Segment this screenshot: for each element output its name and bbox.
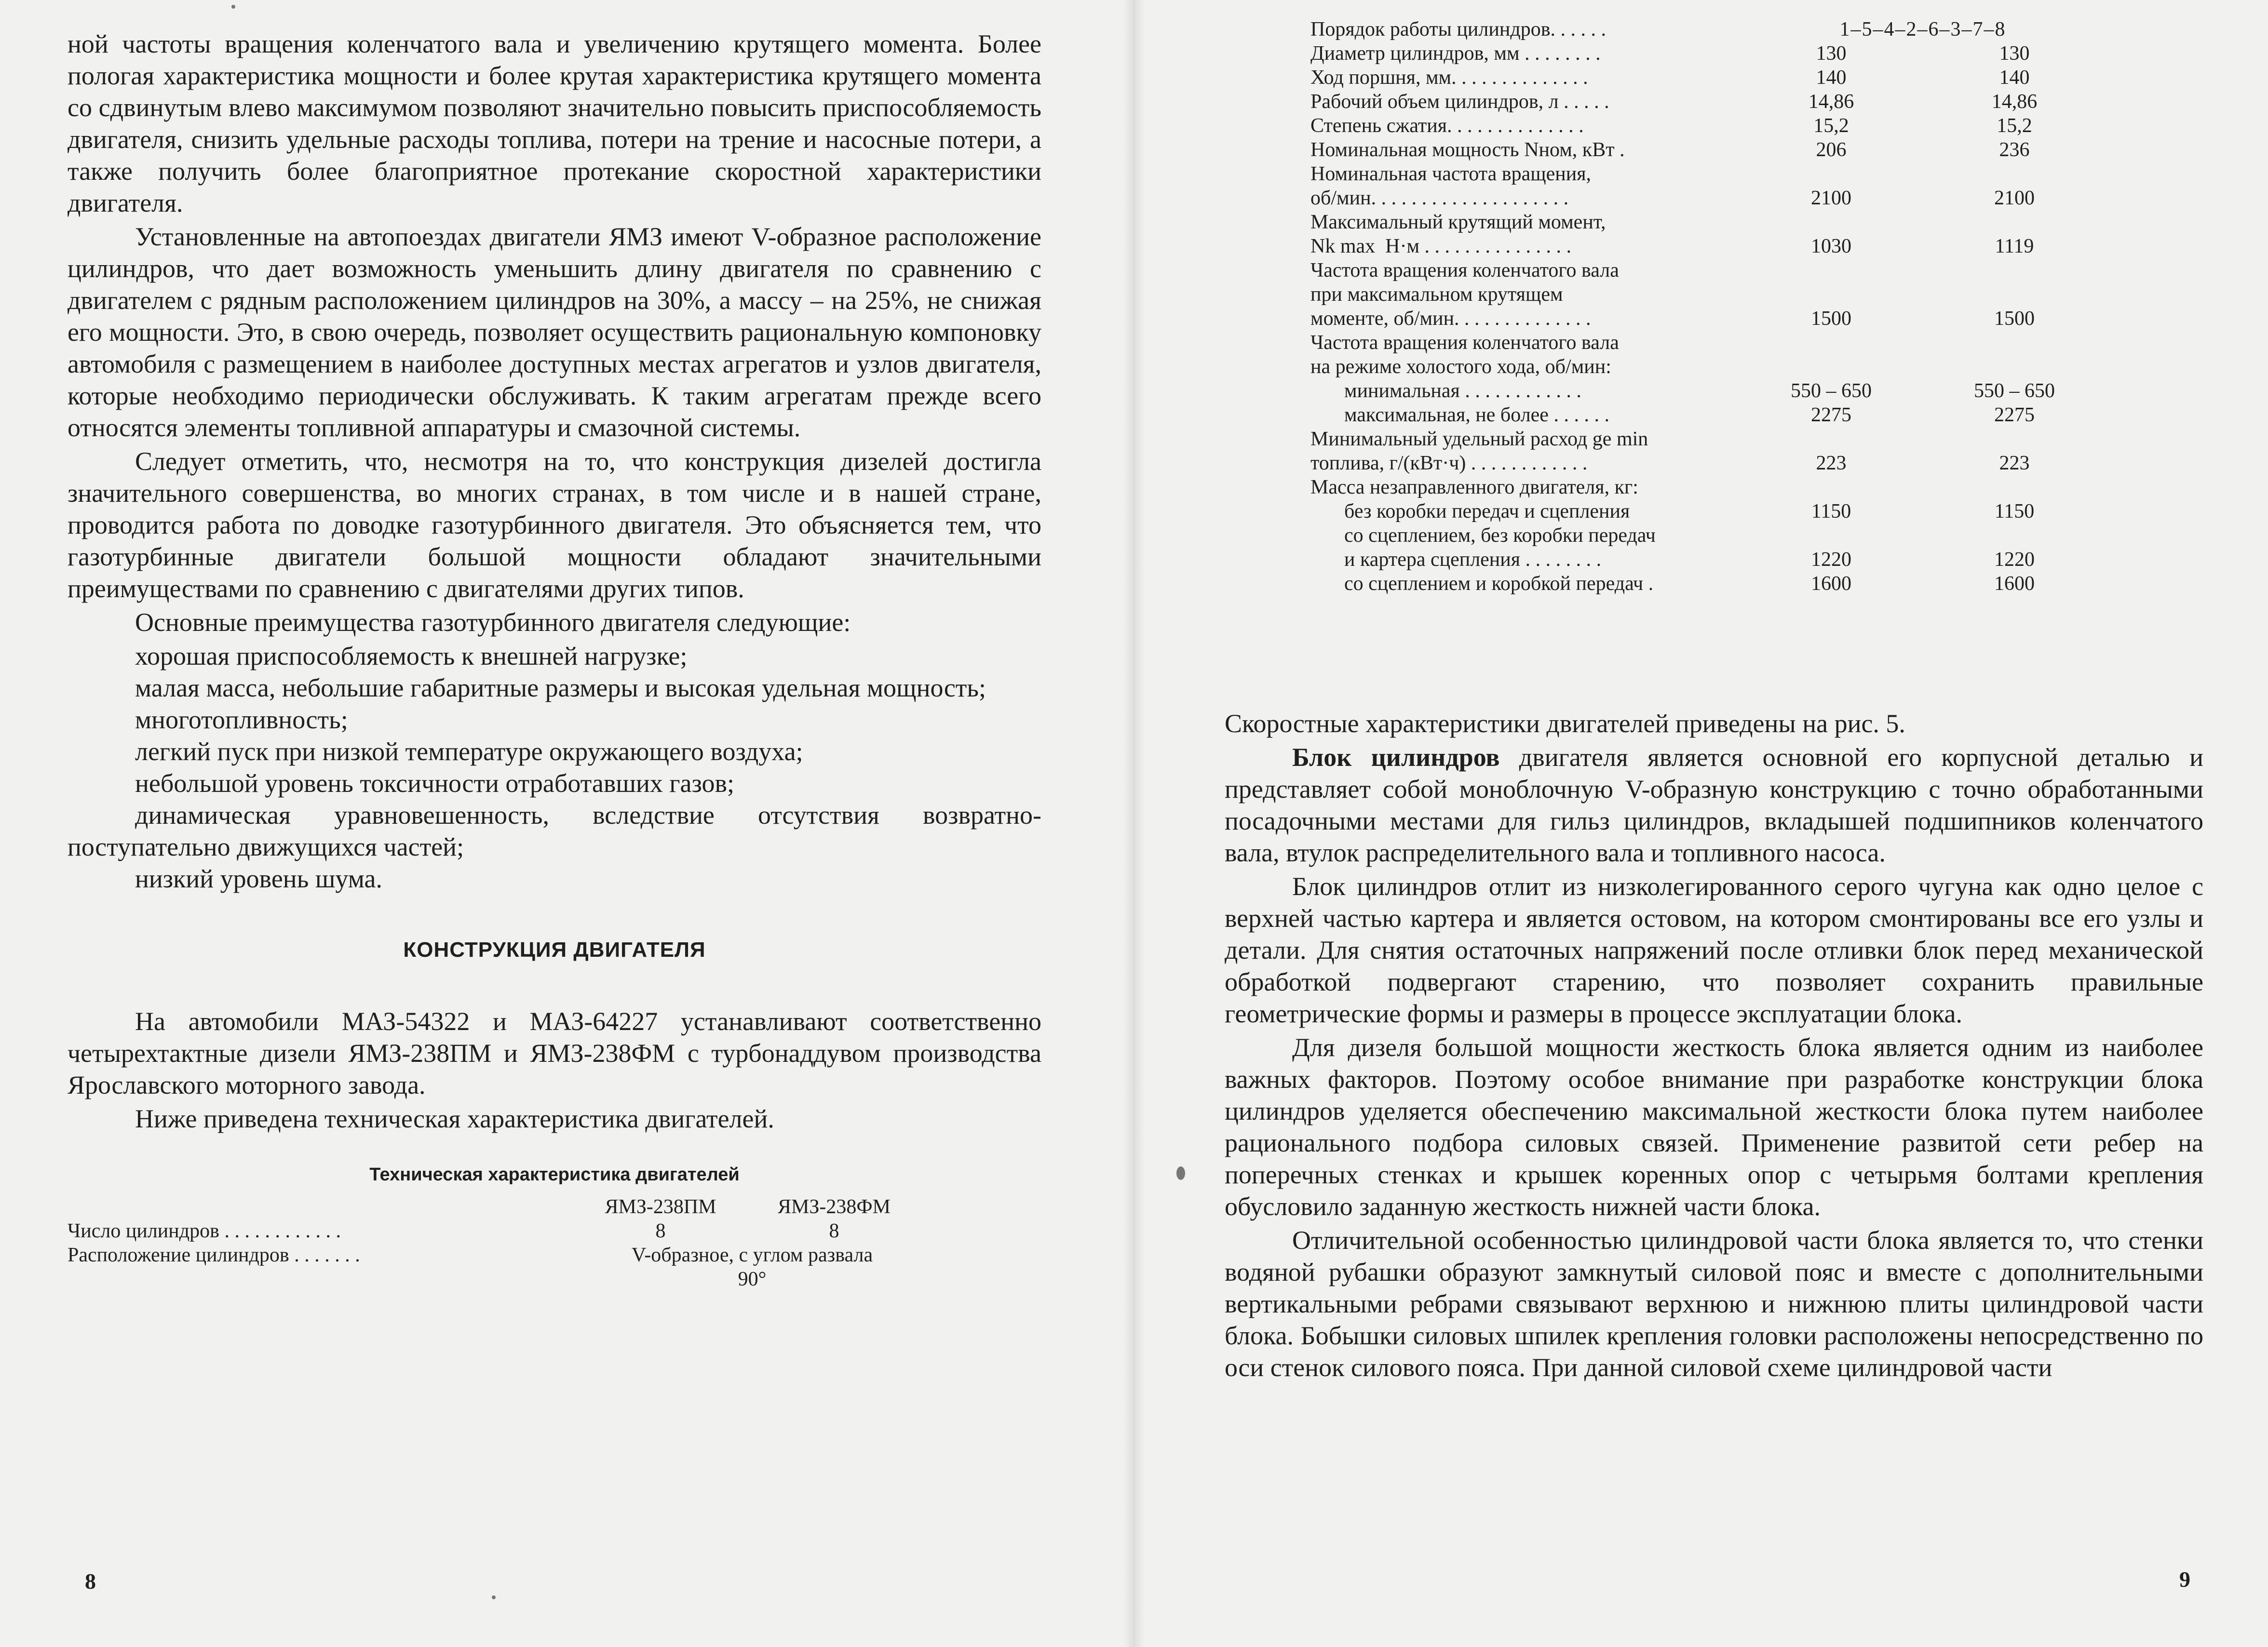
row-label: Порядок работы цилиндров. . . . . . (1310, 18, 1606, 40)
row-label: и картера сцепления . . . . . . . . (1344, 549, 1602, 571)
table-row (1310, 114, 2130, 138)
table-row (68, 1219, 1041, 1243)
table-row (1310, 282, 2130, 307)
row-value: 130 (1999, 42, 2030, 65)
intro-paragraph: ной частоты вращения коленчатого вала и увеличению крутящего момента. Более пологая характеристика мощности и более крутая характеристика крутящего момента со сдвинутым влево максимумом позволяют значительно повысить приспособляемость двигателя, снизить удельные расходы топлива, потери на трение и насосные потери, а также получить более благоприятное протекание скоростной характеристики двигателя. (68, 29, 1041, 217)
row-value: 15,2 (1997, 115, 2032, 137)
row-label: Частота вращения коленчатого вала (1310, 259, 1619, 281)
list-item: небольшой уровень токсичности отработавших газов; (135, 769, 734, 798)
section-heading: КОНСТРУКЦИЯ ДВИГАТЕЛЯ (403, 938, 706, 962)
row-value: 223 (1999, 452, 2030, 474)
scan-speck (492, 1595, 496, 1599)
row-value: 15,2 (1813, 115, 1849, 137)
row-label: моменте, об/мин. . . . . . . . . . . . . . (1310, 308, 1591, 330)
left-page-text (68, 28, 1041, 1291)
table-row (1310, 41, 2130, 66)
row-value: 90° (738, 1268, 767, 1290)
row-value: 1600 (1994, 573, 2035, 595)
row-value: 1119 (1995, 235, 2034, 257)
row-value: 236 (1999, 139, 2030, 161)
row-label: при максимальном крутящем (1310, 283, 1563, 306)
scan-speck (1176, 1166, 1185, 1180)
row-label: Рабочий объем цилиндров, л . . . . . (1310, 91, 1609, 113)
advantages-intro: Основные преимущества газотурбинного двигателя следующие: (135, 608, 851, 637)
column-header-238pm: ЯМЗ-238ПМ (605, 1196, 716, 1218)
table-row (68, 1267, 1041, 1291)
feature-paragraph: Отличительной особенностью цилиндровой части блока является то, что стенки водяной рубашки образуют замкнутый силовой пояс и вместе с дополнительными вертикальными ребрами связывают верхнюю и нижнюю плиты цилиндровой части блока. Бобышки силовых шпилек крепления головки расположены непосредственно по оси стенок силового пояса. При данной силовой схеме цилиндровой части (1225, 1226, 2203, 1382)
row-label: Номинальная частота вращения, (1310, 163, 1592, 185)
list-item: хорошая приспособляемость к внешней нагрузке; (135, 642, 688, 670)
table-row (1310, 66, 2130, 90)
row-value: 14,86 (1991, 91, 2038, 113)
column-header-238fm: ЯМЗ-238ФМ (778, 1196, 891, 1218)
row-value: 223 (1816, 452, 1847, 474)
row-label: минимальная . . . . . . . . . . . . (1344, 380, 1581, 402)
table-row (1310, 548, 2130, 572)
row-label: Nk max Н·м . . . . . . . . . . . . . . . (1310, 235, 1572, 257)
list-item: динамическая уравновешенность, вследствие отсутствия возвратно-поступательно движущихся частей; (68, 801, 1041, 861)
table-row (1310, 162, 2130, 186)
block-paragraph (1225, 741, 2203, 869)
row-value: 14,86 (1808, 91, 1854, 113)
spec-table-left (68, 1195, 1041, 1291)
row-value: 2100 (1994, 187, 2035, 209)
table-row (1310, 379, 2130, 403)
table-row (1310, 451, 2130, 475)
row-label: об/мин. . . . . . . . . . . . . . . . . . . . (1310, 187, 1569, 209)
table-row (1310, 523, 2130, 548)
row-value: 2275 (1811, 404, 1851, 426)
row-value: 2275 (1994, 404, 2035, 426)
row-value: 550 – 650 (1791, 380, 1872, 402)
table-row (1310, 307, 2130, 331)
table-row (1310, 258, 2130, 282)
right-page-text (1225, 708, 2203, 1385)
spec-header-row (68, 1195, 1041, 1219)
row-value: 550 – 650 (1974, 380, 2055, 402)
scan-speck (231, 5, 235, 9)
table-row (1310, 234, 2130, 258)
table-row (1310, 331, 2130, 355)
table-caption: Техническая характеристика двигателей (369, 1165, 740, 1185)
row-value: 1220 (1994, 549, 2035, 571)
row-label: Масса незаправленного двигателя, кг: (1310, 476, 1638, 498)
row-label: Максимальный крутящий момент, (1310, 211, 1606, 233)
row-label: Число цилиндров . . . . . . . . . . . . (68, 1220, 341, 1242)
table-row (1310, 210, 2130, 234)
row-label: со сцеплением, без коробки передач (1344, 524, 1656, 547)
row-label: со сцеплением и коробкой передач . (1344, 573, 1654, 595)
row-value: 8 (829, 1220, 839, 1242)
row-label: топлива, г/(кВт·ч) . . . . . . . . . . . . (1310, 452, 1588, 474)
yamz-paragraph: Установленные на автопоездах двигатели ЯМЗ имеют V-образное расположение цилиндров, что дает возможность уменьшить длину двигателя по сравнению с двигателем с рядным расположением цилиндров на 30%, а массу – на 25%, не снижая его мощности. Это, в свою очередь, позволяет осуществить рациональную компоновку автомобиля с размещением в наиболее доступных местах агрегатов и узлов двигателя, которые необходимо периодически обслуживать. К таким агрегатам прежде всего относятся элементы топливной аппаратуры и смазочной системы. (68, 222, 1041, 442)
row-value: 1030 (1811, 235, 1851, 257)
below-paragraph: Ниже приведена техническая характеристика двигателей. (135, 1104, 774, 1133)
spec-table-right (1310, 17, 2130, 596)
table-row (1310, 17, 2130, 41)
table-row (1310, 427, 2130, 451)
table-row (68, 1243, 1041, 1267)
speed-paragraph: Скоростные характеристики двигателей приведены на рис. 5. (1225, 709, 1905, 738)
row-value: 1500 (1811, 308, 1851, 330)
list-item: многотопливность; (135, 705, 348, 734)
row-value: 1600 (1811, 573, 1851, 595)
row-label: максимальная, не более . . . . . . (1344, 404, 1609, 426)
table-row (1310, 403, 2130, 427)
table-row (1310, 499, 2130, 523)
list-item: легкий пуск при низкой температуре окружающего воздуха; (135, 737, 803, 766)
row-label: Расположение цилиндров . . . . . . . (68, 1244, 360, 1266)
row-value: 130 (1816, 42, 1847, 65)
table-row (1310, 572, 2130, 596)
row-value: 8 (655, 1220, 666, 1242)
table-row (1310, 90, 2130, 114)
row-label: на режиме холостого хода, об/мин: (1310, 356, 1611, 378)
block-term: Блок цилиндров (1292, 743, 1500, 772)
table-row (1310, 186, 2130, 210)
advantages-list (68, 640, 1041, 895)
row-value: 1220 (1811, 549, 1851, 571)
row-value: 140 (1999, 67, 2030, 89)
list-item: малая масса, небольшие габаритные размеры и высокая удельная мощность; (135, 673, 986, 702)
row-value: 1–5–4–2–6–3–7–8 (1839, 18, 2006, 40)
row-value: 1150 (1811, 500, 1851, 522)
row-value: V-образное, с углом развала (631, 1244, 873, 1266)
page-number: 8 (85, 1569, 96, 1593)
row-label: Номинальная мощность Nном, кВт . (1310, 139, 1625, 161)
cast-paragraph: Блок цилиндров отлит из низколегированного серого чугуна как одно целое с верхней частью картера и является остовом, на котором смонтированы все его узлы и детали. Для снятия остаточных напряжений после отливки блок перед механической обработкой подвергают старению, что позволяет сохранить правильные геометрические формы и размеры в процессе эксплуатации блока. (1225, 872, 2203, 1028)
row-label: Ход поршня, мм. . . . . . . . . . . . . . (1310, 67, 1588, 89)
maz-paragraph: На автомобили МАЗ-54322 и МАЗ-64227 устанавливают соответственно четырехтактные дизели ЯМЗ-238ПМ и ЯМЗ-238ФМ с турбонаддувом производства Ярославского моторного завода. (68, 1007, 1041, 1099)
row-value: 1500 (1994, 308, 2035, 330)
row-value: 140 (1816, 67, 1847, 89)
row-value: 2100 (1811, 187, 1851, 209)
page-number: 9 (2179, 1567, 2190, 1592)
book-gutter (1123, 0, 1145, 1647)
row-value: 206 (1816, 139, 1847, 161)
block-text: двигателя является основной его корпусной деталью и представляет собой моноблочную V-образную конструкцию с точно обработанными посадочными местами для гильз цилиндров, вкладышей подшипников коленчатого вала, втулок распределительного вала и топливного насоса. (1225, 743, 2203, 867)
table-row (1310, 475, 2130, 499)
list-item: низкий уровень шума. (135, 864, 382, 893)
table-row (1310, 355, 2130, 379)
rigidity-paragraph: Для дизеля большой мощности жесткость блока является одним из наиболее важных факторов. Поэтому особое внимание при разработке конструкции блока цилиндров уделяется обеспечению максимальной жесткости блока путем наиболее рационального подбора силовых связей. Применение развитой сети ребер на поперечных стенках и крышек коренных опор с четырьмя болтами крепления обусловило заданную жесткость нижней части блока. (1225, 1033, 2203, 1221)
row-label: Диаметр цилиндров, мм . . . . . . . . (1310, 42, 1601, 65)
row-label: без коробки передач и сцепления (1344, 500, 1630, 522)
gas-turbine-paragraph: Следует отметить, что, несмотря на то, что конструкция дизелей достигла значительного совершенства, во многих странах, в том числе и в нашей стране, проводится работа по доводке газотурбинного двигателя. Это объясняется тем, что газотурбинные двигатели большой мощности обладают значительными преимуществами по сравнению с двигателями других типов. (68, 447, 1041, 603)
row-label: Минимальный удельный расход ge min (1310, 428, 1648, 450)
table-row (1310, 138, 2130, 162)
row-label: Степень сжатия. . . . . . . . . . . . . . (1310, 115, 1584, 137)
row-label: Частота вращения коленчатого вала (1310, 332, 1619, 354)
row-value: 1150 (1994, 500, 2035, 522)
